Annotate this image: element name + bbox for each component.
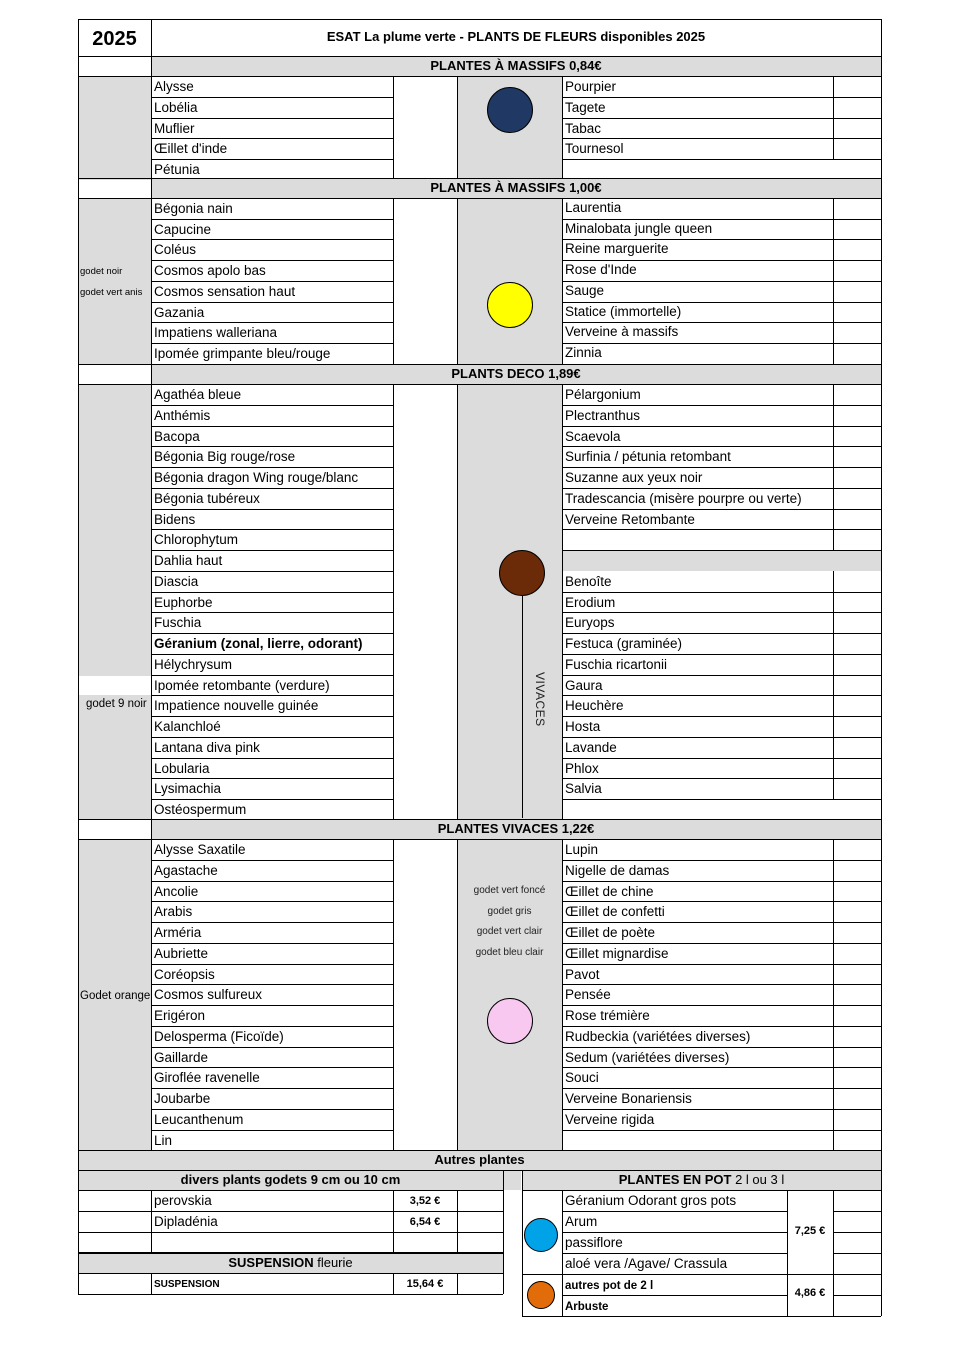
grid-line (833, 76, 834, 159)
plant-name: Bégonia tubéreux (154, 490, 260, 506)
plant-name: Delosperma (Ficoïde) (154, 1028, 284, 1044)
plant-name: Arabis (154, 904, 193, 920)
grid-line (151, 76, 152, 180)
grid-line (522, 1190, 881, 1191)
plant-name: Sauge (565, 282, 605, 298)
middle-band (458, 385, 562, 820)
grid-line (151, 778, 393, 779)
plant-name: Hosta (565, 719, 601, 734)
grid-line (151, 1109, 393, 1110)
plant-name: Festuca (graminée) (565, 636, 683, 651)
grid-line (562, 1047, 881, 1048)
price-value: 3,52 € (409, 1195, 441, 1207)
section-plants-deco-title: PLANTS DECO 1,89€ (451, 366, 581, 381)
grid-line (151, 943, 393, 944)
grid-line (151, 118, 393, 119)
grid-line (833, 1295, 881, 1296)
grid-line (562, 1026, 881, 1027)
plant-name: Reine marguerite (565, 241, 669, 257)
grid-line (151, 446, 393, 447)
grid-line (151, 922, 393, 923)
plant-name: Benoîte (565, 573, 612, 589)
plant-name: Pensée (565, 987, 611, 1003)
plant-name: Géranium Odorant gros pots (565, 1193, 737, 1208)
side-band (79, 199, 151, 364)
suspension-title-bold: SUSPENSION (228, 1255, 314, 1270)
grid-line (562, 260, 881, 261)
grid-line (562, 1005, 881, 1006)
grid-line (562, 1130, 881, 1131)
grid-line (151, 1067, 393, 1068)
grid-line (457, 1273, 458, 1294)
plant-name: Phlox (565, 760, 599, 776)
plant-name: Géranium (zonal, lierre, odorant) (154, 636, 363, 651)
blue-pot-color-dot (524, 1218, 558, 1252)
grid-line (151, 281, 393, 282)
plant-name: Chlorophytum (154, 532, 239, 548)
price-value: 6,54 € (409, 1215, 441, 1228)
grid-line (151, 426, 393, 427)
grid-line (562, 1067, 881, 1068)
plant-name: Capucine (154, 221, 212, 237)
grid-line (151, 571, 393, 572)
grid-line (787, 1274, 833, 1275)
year-label: 2025 (92, 28, 137, 50)
plant-name: Lysimachia (154, 781, 222, 797)
grid-line (78, 1273, 503, 1274)
plant-name: Plectranthus (565, 407, 641, 423)
side-note: godet 9 noir (86, 698, 147, 711)
header-top-line (78, 19, 881, 20)
grid-line (78, 178, 881, 179)
price-value: 4,86 € (794, 1287, 826, 1299)
pot-color-note: godet bleu clair (475, 947, 544, 958)
section-vivaces-title: PLANTES VIVACES 1,22€ (437, 821, 595, 836)
plant-name: Bacopa (154, 428, 200, 444)
grid-line (151, 1026, 393, 1027)
grid-line (151, 737, 393, 738)
plant-name: Agathéa bleue (154, 387, 242, 402)
grid-line (151, 592, 393, 593)
plant-name: Verveine rigida (565, 1111, 655, 1127)
plant-name: Minalobata jungle queen (565, 220, 713, 236)
grid-line (562, 839, 563, 1150)
grid-line (393, 839, 394, 1150)
navy-pot-color-dot (487, 87, 533, 133)
plant-name: Rose trémière (565, 1008, 650, 1023)
grid-line (562, 343, 881, 344)
grid-line (457, 1190, 458, 1253)
grid-line (151, 529, 393, 530)
grid-line (151, 633, 393, 634)
plant-name: Ancolie (154, 883, 199, 899)
plant-name: Tagete (565, 99, 606, 115)
grid-line (562, 922, 881, 923)
grid-line (151, 716, 393, 717)
grid-line (562, 322, 881, 323)
plant-name: Œillet d'inde (154, 141, 228, 157)
grid-line (151, 612, 393, 613)
grid-line (503, 1253, 504, 1294)
grid-line (151, 405, 393, 406)
grid-line (457, 76, 458, 180)
plant-name: Bégonia Big rouge/rose (154, 449, 296, 465)
plant-name: Lin (154, 1132, 173, 1148)
grid-line (151, 302, 393, 303)
grid-line (562, 302, 881, 303)
plant-name: Bidens (154, 511, 196, 527)
plant-name: Giroflée ravenelle (154, 1070, 260, 1086)
side-note: godet noir (80, 266, 123, 277)
side-gap (79, 676, 151, 696)
plant-name: Impatiens walleriana (154, 325, 278, 341)
grid-line (562, 219, 881, 220)
grid-line (562, 943, 881, 944)
plant-name: Pétunia (154, 162, 200, 178)
plant-name: Laurentia (565, 200, 622, 215)
page-right-border (881, 19, 882, 1191)
plant-name: Euphorbe (154, 594, 213, 610)
grid-line (78, 364, 881, 365)
grid-line (151, 1273, 152, 1294)
price-value: 15,64 € (406, 1278, 444, 1290)
grid-line (151, 984, 393, 985)
divers-title: divers plants godets 9 cm ou 10 cm (180, 1172, 401, 1187)
grid-line (151, 550, 393, 551)
grid-line (151, 322, 393, 323)
grid-line (522, 1316, 881, 1317)
grid-line (151, 159, 393, 160)
section-massifs-084-title: PLANTES À MASSIFS 0,84€ (430, 58, 602, 73)
grid-line (562, 1295, 787, 1296)
plant-name: Cosmos apolo bas (154, 263, 266, 279)
plant-name: Cosmos sulfureux (154, 987, 263, 1003)
plant-name: Pélargonium (565, 387, 641, 402)
plant-name: Œillet de chine (565, 883, 654, 899)
pot-color-note: godet gris (487, 906, 532, 917)
grid-line (833, 839, 834, 1150)
grid-line (503, 1170, 504, 1253)
plant-name: Lavande (565, 739, 617, 755)
grid-line (151, 239, 393, 240)
grid-line (833, 384, 834, 550)
grid-line (151, 343, 393, 344)
grid-line (151, 260, 393, 261)
grid-line (151, 138, 393, 139)
plant-name: passiflore (565, 1235, 623, 1250)
plant-name: Œillet de confetti (565, 904, 665, 920)
grid-line (833, 1253, 881, 1254)
side-band (79, 385, 151, 820)
grid-line (833, 1232, 881, 1233)
grid-line (151, 1130, 393, 1131)
grid-line (78, 1253, 503, 1254)
plant-name: Coréopsis (154, 966, 215, 982)
price-value: 7,25 € (794, 1225, 826, 1237)
plant-name: Gaillarde (154, 1049, 209, 1065)
plant-name: Fuschia (154, 615, 202, 631)
pot-color-note: godet vert foncé (473, 885, 546, 896)
plant-name: Suzanne aux yeux noir (565, 470, 703, 485)
plant-name: Impatience nouvelle guinée (154, 698, 319, 714)
grid-line (457, 384, 458, 820)
grid-line (562, 964, 881, 965)
grid-line (151, 675, 393, 676)
plant-name: Agastache (154, 862, 218, 878)
plant-name: Dahlia haut (154, 553, 223, 568)
plant-name: Statice (immortelle) (565, 303, 682, 319)
grid-line (562, 860, 881, 861)
grid-line (151, 1005, 393, 1006)
grid-line (151, 488, 393, 489)
vivaces-label: VIVACES (533, 672, 547, 727)
plant-name: Leucanthenum (154, 1111, 244, 1127)
grid-line (151, 799, 393, 800)
grid-line (151, 964, 393, 965)
plant-name: Heuchère (565, 698, 624, 714)
plant-name: Œillet de poète (565, 925, 656, 940)
pot-title (522, 1172, 881, 1188)
grid-line (78, 56, 881, 57)
grid-line (78, 1190, 503, 1191)
grid-line (562, 984, 881, 985)
grid-line (562, 384, 563, 820)
plant-name: Hélychrysum (154, 656, 233, 672)
grid-line (562, 76, 563, 180)
grid-line (151, 384, 152, 820)
plant-name: Lupin (565, 842, 599, 857)
grid-line (562, 281, 881, 282)
suspension-title (78, 1255, 503, 1271)
grid-line (833, 1211, 881, 1212)
grid-line (78, 1211, 503, 1212)
autres-title: Autres plantes (434, 1152, 525, 1167)
grid-line (562, 1253, 787, 1254)
grid-line (151, 97, 393, 98)
plant-name: perovskia (154, 1193, 212, 1208)
grid-line (78, 819, 881, 820)
separator-band (563, 551, 881, 571)
plant-name: Arbuste (565, 1301, 609, 1313)
grid-line (562, 881, 881, 882)
plant-name: Ipomée retombante (verdure) (154, 677, 330, 693)
grid-line (562, 159, 881, 160)
vivaces-stem (522, 596, 523, 818)
plant-name: Pavot (565, 966, 600, 982)
plant-name: Arum (565, 1214, 598, 1229)
plant-name: Œillet mignardise (565, 945, 669, 961)
plant-name: Erigéron (154, 1008, 206, 1023)
plant-name: Kalanchloé (154, 719, 221, 734)
grid-line (881, 1170, 882, 1316)
plant-name: Dipladénia (154, 1213, 218, 1229)
plant-name: Ostéospermum (154, 802, 247, 817)
plant-name: Tabac (565, 120, 602, 136)
plant-name: Ipomée grimpante bleu/rouge (154, 345, 331, 361)
plant-name: Surfinia / pétunia retombant (565, 449, 731, 465)
grid-line (151, 1047, 393, 1048)
plant-name: Joubarbe (154, 1091, 211, 1106)
plant-name: Alysse Saxatile (154, 842, 246, 857)
grid-line (151, 1088, 393, 1089)
plant-name: Arméria (154, 925, 202, 940)
plant-name: Verveine Retombante (565, 511, 695, 527)
plant-name: Sedum (variétées diverses) (565, 1049, 730, 1065)
grid-line (151, 901, 393, 902)
plant-name: Fuschia ricartonii (565, 656, 668, 672)
plant-name: autres pot de 2 l (565, 1280, 654, 1292)
plant-name: Scaevola (565, 428, 621, 444)
pot-title-bold: PLANTES EN POT (618, 1172, 732, 1187)
grid-line (457, 198, 458, 364)
plant-name: Alysse (154, 79, 194, 94)
plant-name: Souci (565, 1070, 599, 1086)
section-massifs-100-title: PLANTES À MASSIFS 1,00€ (430, 180, 602, 195)
plant-name: Coléus (154, 242, 197, 258)
yellow-pot-color-dot (487, 282, 533, 328)
side-band (79, 77, 151, 180)
grid-line (151, 654, 393, 655)
grid-line (393, 76, 394, 180)
grid-line (151, 881, 393, 882)
plant-name: aloé vera /Agave/ Crassula (565, 1256, 728, 1271)
grid-line (78, 1294, 503, 1295)
plant-name: Bégonia nain (154, 201, 233, 216)
orange-pot-color-dot (527, 1281, 555, 1309)
side-note: Godet orange (80, 990, 151, 1002)
grid-line (562, 799, 881, 800)
suspension-title-rest: fleurie (313, 1255, 353, 1270)
plant-name: Rudbeckia (variétées diverses) (565, 1028, 751, 1044)
plant-name: Diascia (154, 573, 199, 589)
plant-name: Tradescancia (misère pourpre ou verte) (565, 490, 802, 506)
plant-name: Tournesol (565, 141, 624, 157)
grid-line (522, 1170, 523, 1316)
pink-pot-color-dot (487, 998, 533, 1044)
plant-name: Pourpier (565, 79, 617, 94)
plant-name: Gaura (565, 677, 603, 693)
plant-name: Verveine à massifs (565, 324, 679, 340)
sheet-title: ESAT La plume verte - PLANTS DE FLEURS disponibles 2025 (326, 29, 706, 44)
gap-band (504, 1171, 521, 1190)
pot-color-note: godet vert clair (476, 926, 543, 937)
grid-line (562, 1109, 881, 1110)
grid-line (151, 467, 393, 468)
plant-name: SUSPENSION (154, 1279, 220, 1290)
grid-line (562, 1088, 881, 1089)
side-note: godet vert anis (80, 287, 143, 298)
plant-name: Lobularia (154, 760, 210, 776)
plant-name: Lantana diva pink (154, 739, 260, 755)
grid-line (78, 1232, 503, 1233)
grid-line (393, 384, 394, 820)
grid-line (151, 219, 393, 220)
plant-name: Nigelle de damas (565, 862, 670, 878)
plant-name: Aubriette (154, 945, 209, 961)
plant-name: Gazania (154, 304, 205, 320)
plant-name: Muflier (154, 120, 195, 136)
plant-name: Lobélia (154, 99, 198, 115)
plant-name: Verveine Bonariensis (565, 1091, 692, 1106)
grid-line (151, 509, 393, 510)
pot-title-rest: 2 l ou 3 l (731, 1172, 785, 1187)
plant-name: Rose d'Inde (565, 262, 637, 278)
plant-name: Bégonia dragon Wing rouge/blanc (154, 470, 359, 485)
grid-line (151, 860, 393, 861)
grid-line (151, 839, 152, 1150)
grid-line (562, 1232, 787, 1233)
grid-line (151, 758, 393, 759)
grid-line (151, 1190, 152, 1253)
plant-name: Erodium (565, 594, 616, 610)
plant-name: Cosmos sensation haut (154, 283, 296, 299)
plant-name: Euryops (565, 615, 615, 631)
grid-line (393, 198, 394, 364)
plant-name: Zinnia (565, 344, 602, 360)
grid-line (562, 239, 881, 240)
grid-line (562, 1211, 787, 1212)
grid-line (562, 901, 881, 902)
plant-name: Salvia (565, 781, 602, 797)
brown-pot-color-dot (499, 550, 545, 596)
grid-line (151, 695, 393, 696)
grid-line (833, 571, 834, 799)
plant-name: Anthémis (154, 407, 211, 423)
grid-line (78, 1150, 881, 1151)
